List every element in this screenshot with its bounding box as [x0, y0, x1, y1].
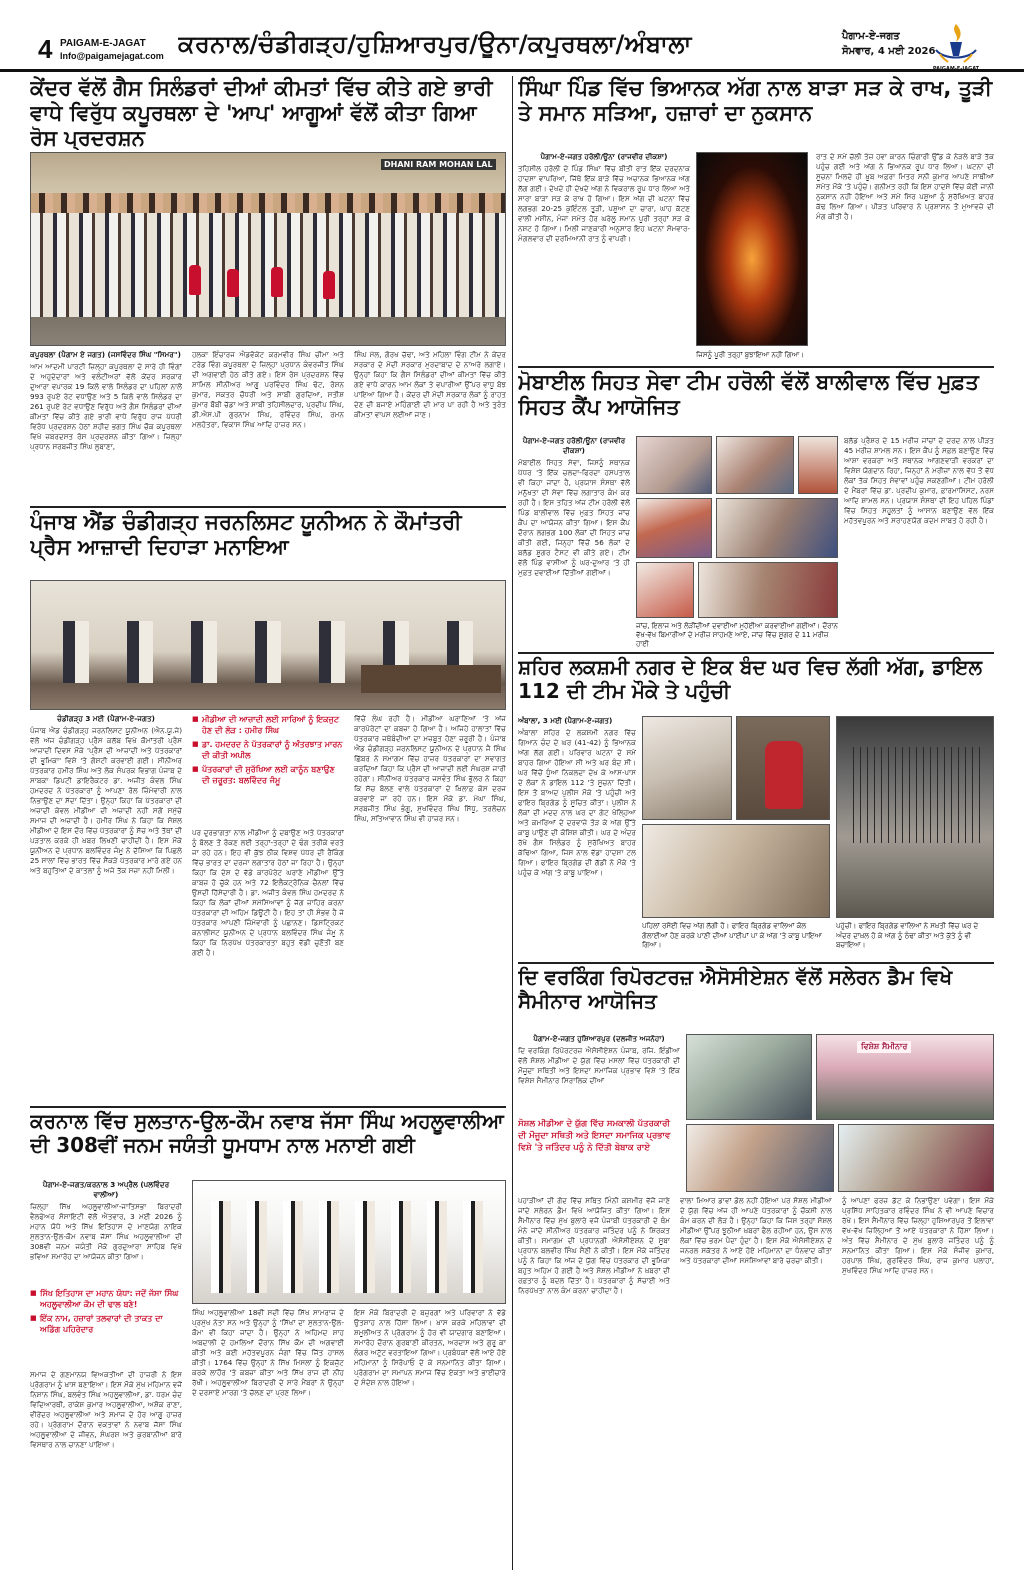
- seminar-highlight-box: ਸੋਸ਼ਲ ਮੀਡੀਆ ਦੇ ਯੁੱਗ ਵਿੱਚ ਸਮਕਾਲੀ ਪੱਤਰਕਾਰੀ ਦੀ ਮੌਜੂਦਾ ਸਥਿਤੀ ਅਤੇ ਇਸਦਾ ਸਮਾਜਿਕ ਪ੍ਰਭਾਵ ਵਿਸ਼ੇ 'ਤੇ ਜਤਿੰਦਰ ਪਨੂੰ ਨੇ ਦਿੱਤੀ ਬੇਬਾਕ ਰਾਏ: [518, 1119, 671, 1153]
- highlight-item: ■ ਡਾ. ਹਮਦਰਦ ਨੇ ਪੱਤਰਕਾਰਾਂ ਨੂੰ ਅੰਤਰਝਾਤ ਮਾਰਨ ਦੀ ਕੀਤੀ ਅਪੀਲ: [192, 739, 344, 761]
- health-camp-photo-2: [716, 436, 794, 494]
- seminar-headline: ਦਿ ਵਰਕਿੰਗ ਰਿਪੋਰਟਰਜ਼ ਐਸੋਸੀਏਸ਼ਨ ਵੱਲੋਂ ਸਲੇਰਨ ਡੈਮ ਵਿਖੇ ਸੈਮੀਨਾਰ ਆਯੋਜਿਤ: [518, 966, 953, 1013]
- shop-sign: DHANI RAM MOHAN LAL: [381, 159, 496, 170]
- highlight-item: ■ ਪੱਤਰਕਾਰਾਂ ਦੀ ਸੁਰੱਖਿਆ ਲਈ ਕਾਨੂੰਨ ਬਣਾਉਣ ਦੀ ਜ਼ਰੂਰਤ: ਬਲਵਿੰਦਰ ਜੰਮੂ: [192, 764, 344, 786]
- union-col-1: ਚੰਡੀਗੜ੍ਹ 3 ਮਈ (ਪੈਗਾਮ-ਏ-ਜਗਤ) ਪੰਜਾਬ ਐਂਡ ਚੰਡੀਗੜ੍ਹ ਜਰਨਲਿਸਟ ਯੂਨੀਅਨ (ਐਨ.ਯੂ.ਜੇ) ਵੱਲੋਂ ਅੱਜ ਚੰਡੀਗੜ੍ਹ ਪ੍ਰੈਸ ਕਲੱਬ ਵਿਖੇ ਕੌਮਾਂਤਰੀ ਪ੍ਰੈਸ ਆਜ਼ਾਦੀ ਦਿਵਸ ਮੌਕੇ 'ਪ੍ਰੈਸ ਦੀ ਆਜ਼ਾਦੀ ਅਤੇ ਪੱਤਰਕਾਰਾਂ ਦੀ ਭੂਮਿਕਾ' ਵਿਸ਼ੇ 'ਤੇ ਗੋਸ਼ਟੀ ਕਰਵਾਈ ਗਈ। ਸੀਨੀਅਰ ਪੱਤਰਕਾਰ ਹਮੀਰ ਸਿੰਘ ਅਤੇ ਲੋਕ ਸੰਪਰਕ ਵਿਭਾਗ ਪੰਜਾਬ ਦੇ ਸਾਬਕਾ ਡਿਪਟੀ ਡਾਇਰੈਕਟਰ ਡਾ. ਅਜੀਤ ਕੰਵਲ ਸਿੰਘ ਹਮਦਰਦ ਨੇ ਪੱਤਰਕਾਰਾਂ ਨੂੰ ਆਪਣਾ ਰੋਲ ਜ਼ਿੰਮੇਵਾਰੀ ਨਾਲ ਨਿਭਾਉਣ ਦਾ ਸੱਦਾ ਦਿੱਤਾ। ਉਨ੍ਹਾਂ ਕਿਹਾ ਕਿ ਪੱਤਰਕਾਰਾਂ ਦੀ ਅਜ਼ਾਦੀ ਕੇਵਲ ਮੀਡੀਆ ਦੀ ਅਜ਼ਾਦੀ ਨਹੀਂ ਸਗੋਂ ਸਮੁੱਚੇ ਸਮਾਜ ਦੀ ਅਜ਼ਾਦੀ ਹੈ। ਹਮੀਰ ਸਿੰਘ ਨੇ ਕਿਹਾ ਕਿ ਸੋਸ਼ਲ ਮੀਡੀਆ ਦੇ ਇਸ ਦੌਰ ਵਿੱਚ ਪੱਤਰਕਾਰਾਂ ਨੂੰ ਸੱਚ ਅਤੇ ਤੱਥਾਂ ਦੀ ਪੜਤਾਲ ਕਰਕੇ ਹੀ ਖ਼ਬਰ ਲਿਖਣੀ ਚਾਹੀਦੀ ਹੈ। ਇਸ ਮੌਕੇ ਯੂਨੀਅਨ ਦੇ ਪ੍ਰਧਾਨ ਬਲਵਿੰਦਰ ਜੰਮੂ ਨੇ ਦੱਸਿਆ ਕਿ ਪਿਛਲੇ 25 ਸਾਲਾਂ ਵਿੱਚ ਭਾਰਤ ਵਿੱਚ ਸੈਂਕੜੇ ਪੱਤਰਕਾਰ ਮਾਰੇ ਗਏ ਹਨ ਅਤੇ ਬਹੁਤਿਆਂ ਦੇ ਕਾਤਲਾਂ ਨੂੰ ਅਜੇ ਤੱਕ ਸਜ਼ਾ ਨਹੀਂ ਮਿਲੀ।: [30, 714, 182, 875]
- lakshmi-headline: ਸ਼ਹਿਰ ਲਕਸ਼ਮੀ ਨਗਰ ਦੇ ਇਕ ਬੰਦ ਘਰ ਵਿਚ ਲੱਗੀ ਅੱਗ, ਡਾਇਲ 112 ਦੀ ਟੀਮ ਮੌਕੇ ਤੇ ਪਹੁੰਚੀ: [518, 656, 983, 703]
- karnal-col-3: ਇਸ ਮੌਕੇ ਬਿਰਾਦਰੀ ਦੇ ਬਜ਼ੁਰਗਾਂ ਅਤੇ ਪਰਿਵਾਰਾਂ ਨੇ ਵੱਡੇ ਉਤਸ਼ਾਹ ਨਾਲ ਹਿੱਸਾ ਲਿਆ। ਖ਼ਾਸ ਕਰਕੇ ਮਹਿਲਾਵਾਂ ਦੀ ਸ਼ਮੂਲੀਅਤ ਨੇ ਪ੍ਰੋਗਰਾਮ ਨੂੰ ਹੋਰ ਵੀ ਯਾਦਗਾਰ ਬਣਾਇਆ। ਸਮਾਰੋਹ ਦੌਰਾਨ ਗੁਰਬਾਣੀ ਕੀਰਤਨ, ਅਰਦਾਸ ਅਤੇ ਗੁਰੂ ਕਾ ਲੰਗਰ ਅਟੁੱਟ ਵਰਤਾਇਆ ਗਿਆ। ਪ੍ਰਬੰਧਕਾਂ ਵੱਲੋਂ ਆਏ ਹੋਏ ਮਹਿਮਾਨਾਂ ਨੂੰ ਸਿਰੋਪਾਓ ਦੇ ਕੇ ਸਨਮਾਨਿਤ ਕੀਤਾ ਗਿਆ। ਪ੍ਰੋਗਰਾਮ ਦਾ ਸਮਾਪਨ ਸਮਾਜ ਵਿੱਚ ਏਕਤਾ ਅਤੇ ਭਾਈਚਾਰੇ ਦੇ ਸੰਦੇਸ਼ ਨਾਲ ਹੋਇਆ।: [354, 1308, 506, 1387]
- divider: [30, 1106, 506, 1108]
- mobile-col-1: ਪੈਗਾਮ-ਏ-ਜਗਤ ਹਰੋਲੀ/ਊਨਾ (ਰਾਜਵੀਰ ਦੀਕਸ਼ਾ) ਮੋਬਾਈਲ ਸਿਹਤ ਸੇਵਾ, ਜਿਸਨੂੰ ਸਥਾਨਕ ਪੱਧਰ 'ਤੇ ਇੱਕ ਚਲਦਾ-ਫਿਰਦਾ ਹਸਪਤਾਲ ਵੀ ਕਿਹਾ ਜਾਂਦਾ ਹੈ, ਪ੍ਰਯਾਸ ਸੰਸਥਾ ਵੱਲੋਂ ਮਨੁੱਖਤਾ ਦੀ ਸੇਵਾ ਵਿੱਚ ਲਗਾਤਾਰ ਕੰਮ ਕਰ ਰਹੀ ਹੈ। ਇਸ ਤਹਿਤ ਅੱਜ ਟੀਮ ਹਰੋਲੀ ਵੱਲੋਂ ਪਿੰਡ ਬਾਲੀਵਾਲ ਵਿੱਚ ਮੁਫ਼ਤ ਸਿਹਤ ਜਾਂਚ ਕੈਂਪ ਦਾ ਆਯੋਜਨ ਕੀਤਾ ਗਿਆ। ਇਸ ਕੈਂਪ ਦੌਰਾਨ ਲਗਭਗ 100 ਲੋਕਾਂ ਦੀ ਸਿਹਤ ਜਾਂਚ ਕੀਤੀ ਗਈ, ਜਿਨ੍ਹਾਂ ਵਿੱਚੋਂ 56 ਲੋਕਾਂ ਦੇ ਬਲੱਡ ਸ਼ੂਗਰ ਟੈਸਟ ਵੀ ਕੀਤੇ ਗਏ। ਟੀਮ ਵੱਲੋਂ ਪਿੰਡ ਵਾਸੀਆਂ ਨੂੰ ਘਰ-ਦੁਆਰ 'ਤੇ ਹੀ ਮੁਫ਼ਤ ਦਵਾਈਆਂ ਦਿੱਤੀਆਂ ਗਈਆਂ।: [518, 436, 630, 577]
- karnal-col-1: ਸਮਾਜ ਦੇ ਗਣਮਾਨਯ ਵਿਅਕਤੀਆਂ ਦੀ ਹਾਜ਼ਰੀ ਨੇ ਇਸ ਪ੍ਰੋਗਰਾਮ ਨੂੰ ਖ਼ਾਸ ਬਣਾਇਆ। ਇਸ ਮੌਕੇ ਮੁੱਖ ਮਹਿਮਾਨ ਵਜੋਂ ਨਿਸ਼ਾਨ ਸਿੰਘ, ਬਲਵੰਤ ਸਿੰਘ ਅਹਲੂਵਾਲੀਆ, ਡਾ. ਧਰਮ ਚੰਦ ਵਿਦਿਆਰਥੀ, ਰਾਕੇਸ਼ ਕੁਮਾਰ ਅਹਲੂਵਾਲੀਆ, ਅਸ਼ੋਕ ਰਾਣਾ, ਵੀਰੇਂਦਰ ਅਹਲੂਵਾਲੀਆ ਅਤੇ ਸਮਾਜ ਦੇ ਹੋਰ ਆਗੂ ਹਾਜ਼ਰ ਰਹੇ। ਪ੍ਰੋਗਰਾਮ ਦੌਰਾਨ ਵਕਤਾਵਾਂ ਨੇ ਨਵਾਬ ਜੱਸਾ ਸਿੰਘ ਅਹਲੂਵਾਲੀਆ ਦੇ ਜੀਵਨ, ਸੰਘਰਸ਼ ਅਤੇ ਕੁਰਬਾਨੀਆਂ ਬਾਰੇ ਵਿਸਥਾਰ ਨਾਲ ਚਾਨਣਾ ਪਾਇਆ।: [30, 1370, 182, 1449]
- email: Info@paigamejagat.com: [60, 51, 164, 61]
- logo-text: PAIGAM-E-JAGAT: [932, 66, 980, 72]
- health-camp-photo-3: [798, 436, 838, 494]
- health-camp-photo-4: [636, 498, 712, 558]
- divider: [518, 366, 994, 368]
- city-list: ਕਰਨਾਲ/ਚੰਡੀਗੜ੍ਹ/ਹੁਸ਼ਿਆਰਪੁਰ/ਊਨਾ/ਕਪੂਰਥਲਾ/ਅੰਬਾਲਾ: [178, 30, 692, 58]
- mobile-col-2: ਬਲੱਡ ਪ੍ਰੈਸ਼ਰ ਦੇ 15 ਮਰੀਜ਼ ਜਾਂਚਾਂ ਦੇ ਦਰਦ ਨਾਲ ਪੀੜਤ 45 ਮਰੀਜ਼ ਸ਼ਾਮਲ ਸਨ। ਇਸ ਕੈਂਪ ਨੂੰ ਸਫ਼ਲ ਬਣਾਉਣ ਵਿੱਚ ਆਸ਼ਾ ਵਰਕਰਾਂ ਅਤੇ ਸਥਾਨਕ ਆਂਗਣਵਾੜੀ ਵਰਕਰਾਂ ਦਾ ਵਿਸ਼ੇਸ਼ ਯੋਗਦਾਨ ਰਿਹਾ, ਜਿਨ੍ਹਾਂ ਨੇ ਮਰੀਜ਼ਾਂ ਨਾਲ ਵੱਧ ਤੋਂ ਵੱਧ ਲੋਕਾਂ ਤੱਕ ਸਿਹਤ ਸੇਵਾਵਾਂ ਪਹੁੰਚ ਸਕਣਗੀਆਂ। ਟੀਮ ਹਰੋਲੀ ਦੇ ਮੈਂਬਰਾਂ ਵਿੱਚ ਡਾ. ਪ੍ਰਦੀਪ ਕੁਮਾਰ, ਫ਼ਾਰਮਾਸਿਸਟ, ਨਰਸ ਆਦਿ ਸ਼ਾਮਲ ਸਨ। ਪ੍ਰਯਾਸ ਸੰਸਥਾ ਦੀ ਇਹ ਪਹਿਲ ਪਿੰਡਾਂ ਵਿੱਚ ਸਿਹਤ ਸਹੂਲਤਾਂ ਨੂੰ ਆਸਾਨ ਬਣਾਉਣ ਵੱਲ ਇੱਕ ਮਹੱਤਵਪੂਰਨ ਅਤੇ ਸਰਾਹਣਯੋਗ ਕਦਮ ਸਾਬਤ ਹੋ ਰਹੀ ਹੈ।: [844, 436, 994, 525]
- seminar-group-photo-1: [686, 1124, 834, 1192]
- cylinder: [189, 265, 201, 295]
- gas-headline: ਕੇਂਦਰ ਵੱਲੋਂ ਗੈਸ ਸਿਲੰਡਰਾਂ ਦੀਆਂ ਕੀਮਤਾਂ ਵਿੱਚ ਕੀਤੇ ਗਏ ਭਾਰੀ ਵਾਧੇ ਵਿਰੁੱਧ ਕਪੂਰਥਲਾ ਦੇ 'ਆਪ' ਆਗੂਆਂ ਵੱਲੋਂ ਕੀਤਾ ਗਿਆ ਰੋਸ ਪ੍ਰਦਰਸ਼ਨ: [30, 76, 493, 150]
- smoke-room-photo: [642, 716, 732, 820]
- highlight-item: ■ ਇੱਕ ਨਾਮ, ਹਜ਼ਾਰਾਂ ਤਲਵਾਰਾਂ ਦੀ ਤਾਕਤ ਦਾ ਅਡਿੱਗ ਪਹਿਰੇਦਾਰ: [30, 1313, 182, 1335]
- karnal-intro: ਪੈਗਾਮ-ਏ-ਜਗਤ/ਕਰਨਾਲ 3 ਅਪ੍ਰੈਲ (ਪਲਵਿੰਦਰ ਵਾਲੀਆ) ਜ਼ਿਲ੍ਹਾ ਸਿੱਖ ਅਹਲੂਵਾਲੀਆ-ਜਾਤਿਸਭਾ ਬਿਰਾਦਰੀ ਵੈਲਫੇਅਰ ਸੋਸਾਇਟੀ ਵੱਲੋਂ ਐਤਵਾਰ, 3 ਮਈ 2026 ਨੂੰ ਮਹਾਨ ਯੋਧੇ ਅਤੇ ਸਿੱਖ ਇਤਿਹਾਸ ਦੇ ਮਾਣਯੋਗ ਨਾਇਕ ਸੁਲਤਾਨ-ਉਲ-ਕੌਮ ਨਵਾਬ ਜੱਸਾ ਸਿੰਘ ਅਹਲੂਵਾਲੀਆ ਦੀ 308ਵੀਂ ਜਨਮ ਜਯੰਤੀ ਮੌਕੇ ਗੁਰਦੁਆਰਾ ਸਾਹਿਬ ਵਿਖੇ ਭਵਿਆ ਸਮਾਰੋਹ ਦਾ ਆਯੋਜਨ ਕੀਤਾ ਗਿਆ।: [30, 1180, 182, 1261]
- seminar-banner-text: ਵਿਸ਼ੇਸ਼ ਸੈਮੀਨਾਰ: [857, 1041, 911, 1053]
- gas-col-3: ਸਿੰਘ ਮੱਲ, ਗੋਰਖ ਚੱਢਾ, ਅਤੇ ਮਹਿਲਾ ਵਿੰਗ ਟੀਮ ਨੇ ਕੇਂਦਰ ਸਰਕਾਰ ਦੇ ਮੋਦੀ ਸਰਕਾਰ ਮੁਰਦਾਬਾਦ ਦੇ ਨਾਅਰੇ ਲਗਾਏ। ਉਨ੍ਹਾਂ ਕਿਹਾ ਕਿ ਗੈਸ ਸਿਲੰਡਰਾਂ ਦੀਆਂ ਕੀਮਤਾਂ ਵਿੱਚ ਕੀਤੇ ਗਏ ਵਾਧੇ ਕਾਰਨ ਆਮ ਲੋਕਾਂ ਤੇ ਵਪਾਰੀਆਂ ਉੱਪਰ ਵਾਧੂ ਬੋਝ ਪਾਇਆ ਗਿਆ ਹੈ। ਕੇਂਦਰ ਦੀ ਮੋਦੀ ਸਰਕਾਰ ਲੋਕਾਂ ਨੂੰ ਰਾਹਤ ਦੇਣ ਦੀ ਬਜਾਏ ਮਹਿੰਗਾਈ ਦੀ ਮਾਰ ਪਾ ਰਹੀ ਹੈ ਅਤੇ ਤੁਰੰਤ ਕੀਮਤਾਂ ਵਾਪਸ ਲਈਆਂ ਜਾਣ।: [354, 350, 506, 419]
- seminar-intro: ਪੈਗਾਮ-ਏ-ਜਗਤ ਹੁਸ਼ਿਆਰਪੁਰ (ਦਲਜੀਤ ਅਜਨੋਹਾ) ਦਿ ਵਰਕਿੰਗ ਰਿਪੋਰਟਰਜ਼ ਐਸੋਸੀਏਸ਼ਨ ਪੰਜਾਬ, ਰਜਿ. ਇੰਡੀਆ ਵੱਲੋਂ ਸੋਸ਼ਲ ਮੀਡੀਆ ਦੇ ਯੁੱਗ ਵਿੱਚ ਮਸਲਾਂ ਵਿੱਚ ਪੱਤਰਕਾਰੀ ਦੀ ਮੌਜੂਦਾ ਸਥਿਤੀ ਅਤੇ ਇਸਦਾ ਸਮਾਜਿਕ ਪ੍ਰਭਾਵ ਵਿਸ਼ੇ 'ਤੇ ਇੱਕ ਵਿਸ਼ੇਸ਼ ਸੈਮੀਨਾਰ ਸਿਰਾਲਿਕ ਦੀਆਂ: [518, 1034, 680, 1085]
- masthead: [0, 0, 1024, 72]
- gas-cylinder-photo: [736, 716, 830, 820]
- brand-name: ਪੈਗਾਮ-ਏ-ਜਗਤ: [842, 31, 900, 42]
- fire-col-2: ਰਾਤ ਦੇ ਸਮੇਂ ਚੱਲੀ ਤੇਜ਼ ਹਵਾ ਕਾਰਨ ਚਿੰਗਾਰੀ ਉੱਡ ਕੇ ਨੇੜਲੇ ਬਾੜੇ ਤੱਕ ਪਹੁੰਚ ਗਈ ਅਤੇ ਅੱਗ ਨੇ ਭਿਆਨਕ ਰੂਪ ਧਾਰ ਲਿਆ। ਘਟਨਾ ਦੀ ਸੂਚਨਾ ਮਿਲਦੇ ਹੀ ਖ਼ੂਬ ਅਫ਼ਰਾ ਮਿਤਰ ਸਨੀ ਕੁਮਾਰ ਆਪਣੇ ਸਾਥੀਆਂ ਸਮੇਤ ਮੌਕੇ 'ਤੇ ਪਹੁੰਚੇ। ਗਨੀਮਤ ਰਹੀ ਕਿ ਇਸ ਹਾਦਸੇ ਵਿੱਚ ਕੋਈ ਜਾਨੀ ਨੁਕਸਾਨ ਨਹੀਂ ਹੋਇਆ ਅਤੇ ਸਮੇਂ ਸਿਰ ਪਸ਼ੂਆਂ ਨੂੰ ਸੁਰੱਖਿਅਤ ਬਾਹਰ ਕੱਢ ਲਿਆ ਗਿਆ। ਪੀੜਤ ਪਰਿਵਾਰ ਨੇ ਪ੍ਰਸ਼ਾਸਨ ਤੋਂ ਮੁਆਵਜ਼ੇ ਦੀ ਮੰਗ ਕੀਤੀ ਹੈ।: [816, 152, 994, 221]
- divider: [518, 962, 994, 964]
- health-camp-photo-1: [636, 436, 712, 494]
- mobile-caption: ਜਾਂਚ, ਇਲਾਜ ਅਤੇ ਲੋੜੀਂਦੀਆਂ ਦਵਾਈਆਂ ਮੁਹੱਈਆ ਕਰਵਾਈਆਂ ਗਈਆਂ। ਦੌਰਾਨ ਵੱਖ-ਵੱਖ ਬਿਮਾਰੀਆਂ ਦੇ ਮਰੀਜ਼ ਸਾਹਮਣੇ ਆਏ, ਜਾਂਚ ਵਿੱਚ ਸ਼ੂਗਰ ਦੇ 11 ਮਰੀਜ਼ ਹਾਈ: [636, 622, 838, 648]
- issue-date: ਸੋਮਵਾਰ, 4 ਮਈ 2026: [842, 46, 936, 57]
- page-number: 4: [38, 34, 53, 64]
- health-camp-photo-7: [698, 562, 838, 618]
- union-meeting-photo: [30, 580, 506, 710]
- karnal-headline: ਕਰਨਾਲ ਵਿੱਚ ਸੁਲਤਾਨ-ਉਲ-ਕੌਮ ਨਵਾਬ ਜੱਸਾ ਸਿੰਘ ਅਹਲੂਵਾਲੀਆ ਦੀ 308ਵੀਂ ਜਨਮ ਜਯੰਤੀ ਧੂਮਧਾਮ ਨਾਲ ਮਨਾਈ ਗਈ: [30, 1110, 504, 1157]
- divider: [518, 652, 994, 654]
- union-highlight-box: [192, 714, 344, 824]
- divider: [30, 506, 506, 508]
- mobile-headline: ਮੋਬਾਈਲ ਸਿਹਤ ਸੇਵਾ ਟੀਮ ਹਰੋਲੀ ਵੱਲੋਂ ਬਾਲੀਵਾਲ ਵਿੱਚ ਮੁਫ਼ਤ ਸਿਹਤ ਕੈਂਪ ਆਯੋਜਿਤ: [518, 370, 979, 419]
- gas-col-2: ਹਲਕਾ ਇੰਚਾਰਜ ਐਡਵੋਕੇਟ ਕਰਮਵੀਰ ਸਿੰਘ ਚੀਮਾ ਅਤੇ ਟਰੇਡ ਵਿੰਗ ਕਪੂਰਥਲਾ ਦੇ ਜ਼ਿਲ੍ਹਾ ਪ੍ਰਧਾਨ ਕੰਵਰਜੀਤ ਸਿੰਘ ਦੀ ਅਗਵਾਈ ਹੇਠ ਕੀਤੇ ਗਏ। ਇਸ ਰੋਸ ਪ੍ਰਦਰਸ਼ਨ ਵਿੱਚ ਸ਼ਾਮਿਲ ਸੀਨੀਅਰ ਆਗੂ ਪਰਵਿੰਦਰ ਸਿੰਘ ਢੋਟ, ਰੋਸ਼ਨ ਕੁਮਾਰ, ਸਕਤਰ ਚੌਧਰੀ ਅਤੇ ਸਾਬੀ ਗੁਰਦਿਆ, ਸਤੀਸ਼ ਕੁਮਾਰ ਬੌਬੀ ਚੱਡਾ ਅਤੇ ਸਾਬੀ ਤਹਿਸੀਲਦਾਰ, ਪ੍ਰਦੀਪ ਸਿੰਘ, ਡੀ.ਐਸ.ਪੀ ਗੁਰਨਾਮ ਸਿੰਘ, ਰਵਿੰਦਰ ਸਿੰਘ, ਰਮਨ ਮਲਹੋਤਰਾ, ਵਿਕਾਸ ਸਿੰਘ ਆਦਿ ਹਾਜ਼ਰ ਸਨ।: [192, 350, 344, 429]
- seminar-col-1: ਪਹਾੜੀਆਂ ਦੀ ਗੋਦ ਵਿੱਚ ਸਥਿਤ ਮਿੰਨੀ ਕਸ਼ਮੀਰ ਵੱਜੋਂ ਜਾਣੇ ਜਾਂਦੇ ਸਲੇਰਨ ਡੈਮ ਵਿਖੇ ਆਯੋਜਿਤ ਕੀਤਾ ਗਿਆ। ਇਸ ਸੈਮੀਨਾਰ ਵਿੱਚ ਮੁੱਖ ਬੁਲਾਰੇ ਵਜੋਂ ਪੰਜਾਬੀ ਪੱਤਰਕਾਰੀ ਦੇ ਥੰਮ ਮੰਨੇ ਜਾਂਦੇ ਸੀਨੀਅਰ ਪੱਤਰਕਾਰ ਜਤਿੰਦਰ ਪਨੂੰ ਨੇ ਸ਼ਿਰਕਤ ਕੀਤੀ। ਸਮਾਗਮ ਦੀ ਪ੍ਰਧਾਨਗੀ ਐਸੋਸੀਏਸ਼ਨ ਦੇ ਸੂਬਾ ਪ੍ਰਧਾਨ ਬਲਵੀਰ ਸਿੰਘ ਸੈਣੀ ਨੇ ਕੀਤੀ। ਇਸ ਮੌਕੇ ਜਤਿੰਦਰ ਪਨੂੰ ਨੇ ਕਿਹਾ ਕਿ ਅੱਜ ਦੇ ਯੁੱਗ ਵਿੱਚ ਪੱਤਰਕਾਰ ਦੀ ਭੂਮਿਕਾ ਬਹੁਤ ਅਹਿਮ ਹੋ ਗਈ ਹੈ ਅਤੇ ਸੋਸ਼ਲ ਮੀਡੀਆ ਨੇ ਖ਼ਬਰਾਂ ਦੀ ਰਫ਼ਤਾਰ ਨੂੰ ਬਦਲ ਦਿੱਤਾ ਹੈ। ਪੱਤਰਕਾਰਾਂ ਨੂੰ ਸੱਚਾਈ ਅਤੇ ਨਿਰਪੱਖਤਾ ਨਾਲ ਕੰਮ ਕਰਨਾ ਚਾਹੀਦਾ ਹੈ।: [518, 1196, 670, 1295]
- rescued-dog-photo: [836, 716, 994, 918]
- cylinder: [323, 271, 335, 299]
- seminar-group-photo-2: [838, 1124, 994, 1192]
- fire-headline: ਸਿੰਘਾ ਪਿੰਡ ਵਿੱਚ ਭਿਆਨਕ ਅੱਗ ਨਾਲ ਬਾੜਾ ਸੜ ਕੇ ਰਾਖ, ਤੂੜੀ ਤੇ ਸਮਾਨ ਸੜਿਆ, ਹਜ਼ਾਰਾਂ ਦਾ ਨੁਕਸਾਨ: [518, 76, 993, 125]
- seminar-col-3: ਨੂੰ ਆਪਣਾ ਫਰਜ਼ ਡੱਟ ਕੇ ਨਿਭਾਉਣਾ ਪਵੇਗਾ। ਇਸ ਮੌਕੇ ਪ੍ਰਸਿੱਧ ਸਾਹਿਤਕਾਰ ਰਵਿੰਦਰ ਸਿੰਘ ਨੇ ਵੀ ਆਪਣੇ ਵਿਚਾਰ ਰੱਖੇ। ਇਸ ਸੈਮੀਨਾਰ ਵਿੱਚ ਜ਼ਿਲ੍ਹਾ ਹੁਸ਼ਿਆਰਪੁਰ ਤੋਂ ਇਲਾਵਾ ਵੱਖ-ਵੱਖ ਜ਼ਿਲ੍ਹਿਆਂ ਤੋਂ ਆਏ ਪੱਤਰਕਾਰਾਂ ਨੇ ਹਿੱਸਾ ਲਿਆ। ਅੰਤ ਵਿੱਚ ਸੈਮੀਨਾਰ ਦੇ ਮੁੱਖ ਬੁਲਾਰੇ ਜਤਿੰਦਰ ਪਨੂੰ ਨੂੰ ਸਨਮਾਨਿਤ ਕੀਤਾ ਗਿਆ। ਇਸ ਮੌਕੇ ਸੰਜੀਵ ਕੁਮਾਰ, ਹਰਪਾਲ ਸਿੰਘ, ਗੁਰਵਿੰਦਰ ਸਿੰਘ, ਰਾਜ ਕੁਮਾਰ ਪਲਾਹਾ, ਸੁਖਵਿੰਦਰ ਸਿੰਘ ਆਦਿ ਹਾਜ਼ਰ ਸਨ।: [842, 1196, 994, 1275]
- fire-caption: ਜਿਸਨੂੰ ਪੂਰੀ ਤਰ੍ਹਾਂ ਬੁਝਾਇਆ ਨਹੀਂ ਗਿਆ।: [696, 351, 804, 359]
- lakshmi-caption-2: ਪਹੁੰਚੀ। ਫਾਇਰ ਬ੍ਰਿਗੇਡ ਵਾਲਿਆਂ ਨੇ ਸਖ਼ਤੀ ਵਿੱਚ ਘਰ ਦੇ ਅੰਦਰ ਦਾਖ਼ਲ ਹੋ ਕੇ ਅੱਗ ਨੂੰ ਠੰਢਾ ਕੀਤਾ ਅਤੇ ਕੁੱਤੇ ਨੂੰ ਵੀ ਬਚਾਇਆ।: [836, 922, 979, 949]
- gas-protest-photo: [30, 152, 506, 346]
- torch-logo: [930, 20, 982, 72]
- lakshmi-caption-1: ਪਹਿਲਾਂ ਰਸੋਈ ਵਿਚ ਅੱਗ ਲੱਗੀ ਹੈ। ਫਾਇਰ ਬ੍ਰਿਗੇਡ ਵਾਲਿਆਂ ਕੋਲ ਗੋਲਾਈਆਂ ਹੋਣ ਕਰਕੇ ਪਾਣੀ ਦੀਆਂ ਪਾਈਪਾਂ ਪਾ ਕੇ ਅੱਗ 'ਤੇ ਕਾਬੂ ਪਾਇਆ ਗਿਆ।: [642, 922, 822, 949]
- highlight-item: ■ ਮੀਡੀਆ ਦੀ ਆਜ਼ਾਦੀ ਲਈ ਸਾਰਿਆਂ ਨੂੰ ਇਕਜੁਟ ਹੋਣ ਦੀ ਲੋੜ : ਹਮੀਰ ਸਿੰਘ: [192, 714, 344, 736]
- fire-col-1: ਪੈਗਾਮ-ਏ-ਜਗਤ ਹਰੋਲੀ/ਊਨਾ (ਰਾਜਵੀਰ ਦੀਕਸ਼ਾ) ਤਹਿਸੀਲ ਹਰੋਲੀ ਦੇ ਪਿੰਡ ਸਿੰਘਾ ਵਿੱਚ ਬੀਤੀ ਰਾਤ ਇੱਕ ਦਰਦਨਾਕ ਹਾਦਸਾ ਵਾਪਰਿਆ, ਜਿੱਥੇ ਇੱਕ ਬਾੜੇ ਵਿੱਚ ਅਚਾਨਕ ਭਿਆਨਕ ਅੱਗ ਲੱਗ ਗਈ। ਦੇਖਦੇ ਹੀ ਦੇਖਦੇ ਅੱਗ ਨੇ ਵਿਕਰਾਲ ਰੂਪ ਧਾਰ ਲਿਆ ਅਤੇ ਸਾਰਾ ਬਾੜਾ ਸੜ ਕੇ ਰਾਖ ਹੋ ਗਿਆ। ਇਸ ਅੱਗ ਦੀ ਘਟਨਾ ਵਿੱਚ ਲਗਭਗ 20-25 ਕੁਇੰਟਲ ਤੂੜੀ, ਪਸ਼ੂਆਂ ਦਾ ਚਾਰਾ, ਘਾਹ ਕੱਟਣ ਵਾਲੀ ਮਸ਼ੀਨ, ਮੰਜਾ ਸਮੇਤ ਹੋਰ ਘਰੇਲੂ ਸਮਾਨ ਪੂਰੀ ਤਰ੍ਹਾਂ ਸੜ ਕੇ ਨਸ਼ਟ ਹੋ ਗਿਆ। ਮਿਲੀ ਜਾਣਕਾਰੀ ਅਨੁਸਾਰ ਇਹ ਘਟਨਾ ਸੋਮਵਾਰ-ਮੰਗਲਵਾਰ ਦੀ ਦਰਮਿਆਨੀ ਰਾਤ ਨੂੰ ਵਾਪਰੀ।: [518, 152, 690, 243]
- seminar-banner-photo: [816, 1034, 994, 1120]
- karnal-highlight-box: [30, 1288, 182, 1366]
- gas-col-1: ਕਪੂਰਥਲਾ (ਪੈਗਾਮ ਏ ਜਗਤ) (ਜਸਵਿੰਦਰ ਸਿੰਘ "ਸਿਮਰ") ਆਮ ਆਦਮੀ ਪਾਰਟੀ ਜ਼ਿਲ੍ਹਾ ਕਪੂਰਥਲਾ ਦੇ ਸਾਰੇ ਹੀ ਵਿੰਗਾਂ ਦੇ ਅਹੁਦੇਦਾਰਾਂ ਅਤੇ ਵਲੰਟੀਅਰਾਂ ਵੱਲੋਂ ਕੇਂਦਰ ਸਰਕਾਰ ਦੁਆਰਾ ਵਪਾਰਕ 19 ਕਿਲੋ ਵਾਲੇ ਸਿਲੰਡਰ ਦਾ ਪਹਿਲਾਂ ਨਾਲੋਂ 993 ਰੁਪਏ ਰੇਟ ਵਧਾਉਣ ਅਤੇ 5 ਕਿਲੋ ਵਾਲੇ ਸਿਲੰਡਰ ਦਾ 261 ਰੁਪਏ ਰੇਟ ਵਧਾਉਣ ਵਿਰੁੱਧ ਅਤੇ ਗੈਸ ਸਿਲੰਡਰਾਂ ਦੀਆਂ ਕੀਮਤਾਂ ਵਿੱਚ ਕੀਤੇ ਗਏ ਭਾਰੀ ਵਾਧੇ ਵਿਰੁੱਧ ਰਾਜ ਪੱਧਰੀ ਵਿਰੋਧ ਪ੍ਰਦਰਸ਼ਨ ਹੇਠਾਂ ਸ਼ਹੀਦ ਭਗਤ ਸਿੰਘ ਚੌਕ ਕਪੂਰਥਲਾ ਵਿਖੇ ਜ਼ਬਰਦਸਤ ਰੋਸ ਪ੍ਰਦਰਸ਼ਨ ਕੀਤਾ ਗਿਆ। ਜ਼ਿਲ੍ਹਾ ਪ੍ਰਧਾਨ ਸਰਬਜੀਤ ਸਿੰਘ ਲੁਬਾਣਾ,: [30, 350, 182, 451]
- paper-name: PAIGAM-E-JAGAT: [60, 38, 146, 49]
- karnal-col-2: ਸਿੰਘ ਅਹਲੂਵਾਲੀਆ 18ਵੀਂ ਸਦੀ ਵਿੱਚ ਸਿੱਖ ਸਾਮਰਾਜ ਦੇ ਪ੍ਰਮੁੱਖ ਨੇਤਾ ਸਨ ਅਤੇ ਉਨ੍ਹਾਂ ਨੂੰ 'ਸਿੱਖਾਂ ਦਾ ਸੁਲਤਾਨ-ਉਲ-ਕੌਮ' ਵੀ ਕਿਹਾ ਜਾਂਦਾ ਹੈ। ਉਨ੍ਹਾਂ ਨੇ ਅਹਿਮਦ ਸ਼ਾਹ ਅਬਦਾਲੀ ਦੇ ਹਮਲਿਆਂ ਦੌਰਾਨ ਸਿੱਖ ਕੌਮ ਦੀ ਅਗਵਾਈ ਕੀਤੀ ਅਤੇ ਕਈ ਮਹੱਤਵਪੂਰਨ ਜੰਗਾਂ ਵਿੱਚ ਜਿੱਤ ਹਾਸਲ ਕੀਤੀ। 1764 ਵਿੱਚ ਉਨ੍ਹਾਂ ਨੇ ਸਿੱਖ ਮਿਸਲਾਂ ਨੂੰ ਇਕਜੁੱਟ ਕਰਕੇ ਲਾਹੌਰ 'ਤੇ ਕਬਜ਼ਾ ਕੀਤਾ ਅਤੇ ਸਿੱਖ ਰਾਜ ਦੀ ਨੀਂਹ ਰੱਖੀ। ਅਹਲੂਵਾਲੀਆ ਬਿਰਾਦਰੀ ਦੇ ਸਾਰੇ ਮੈਂਬਰਾਂ ਨੇ ਉਨ੍ਹਾਂ ਦੇ ਦਰਸਾਏ ਮਾਰਗ 'ਤੇ ਚੱਲਣ ਦਾ ਪ੍ਰਣ ਲਿਆ।: [192, 1308, 344, 1397]
- highlight-item: ■ ਸਿੱਖ ਇਤਿਹਾਸ ਦਾ ਮਹਾਨ ਯੋਧਾ: ਜਦੋਂ ਜੱਸਾ ਸਿੰਘ ਅਹਲੂਵਾਲੀਆ ਕੌਮ ਦੀ ਢਾਲ ਬਣੇ!: [30, 1288, 182, 1310]
- cylinder: [271, 267, 283, 297]
- seminar-col-2: ਵਾਲਾ ਮਿਆਰ ਡਾਵਾਂ ਡੋਲ ਨਹੀਂ ਹੋਇਆ ਪਰ ਸੋਸ਼ਲ ਮੀਡੀਆ ਦੇ ਯੁੱਗ ਵਿੱਚ ਅੱਜ ਹੀ ਆਪਣੇ ਪੱਤਰਕਾਰਾਂ ਨੂੰ ਚੌਕਸੀ ਨਾਲ ਕੰਮ ਕਰਨ ਦੀ ਲੋੜ ਹੈ। ਉਨ੍ਹਾਂ ਕਿਹਾ ਕਿ ਜਿਸ ਤਰ੍ਹਾਂ ਸੋਸ਼ਲ ਮੀਡੀਆ ਉੱਪਰ ਝੂਠੀਆਂ ਖ਼ਬਰਾਂ ਫੈਲ ਰਹੀਆਂ ਹਨ, ਉਸ ਨਾਲ ਲੋਕਾਂ ਵਿੱਚ ਭਰਮ ਪੈਦਾ ਹੁੰਦਾ ਹੈ। ਇਸ ਮੌਕੇ ਐਸੋਸੀਏਸ਼ਨ ਦੇ ਜਨਰਲ ਸਕੱਤਰ ਨੇ ਆਏ ਹੋਏ ਮਹਿਮਾਨਾਂ ਦਾ ਧੰਨਵਾਦ ਕੀਤਾ ਅਤੇ ਪੱਤਰਕਾਰਾਂ ਦੀਆਂ ਸਮੱਸਿਆਵਾਂ ਬਾਰੇ ਚਰਚਾ ਕੀਤੀ।: [680, 1196, 832, 1265]
- seminar-speaker-photo: [686, 1034, 812, 1120]
- karnal-group-photo: [192, 1180, 506, 1304]
- union-col-3: ਵਿੱਚੋਂ ਲੰਘ ਰਹੀ ਹੈ। ਮੀਡੀਆ ਘਰਾਣਿਆਂ 'ਤੇ ਅੱਜ ਕਾਰਪੋਰੇਟਾਂ ਦਾ ਕਬਜ਼ਾ ਹੋ ਗਿਆ ਹੈ। ਅਜਿਹੇ ਹਾਲਾਤਾਂ ਵਿੱਚ ਪੱਤਰਕਾਰ ਜਥੇਬੰਦੀਆਂ ਦਾ ਮਜ਼ਬੂਤ ਹੋਣਾ ਜ਼ਰੂਰੀ ਹੈ। ਪੰਜਾਬ ਐਂਡ ਚੰਡੀਗੜ੍ਹ ਜਰਨਲਿਸਟ ਯੂਨੀਅਨ ਦੇ ਪ੍ਰਧਾਨ ਜੈ ਸਿੰਘ ਛਿੱਬਰ ਨੇ ਸਮਾਗਮ ਵਿੱਚ ਹਾਜ਼ਰ ਪੱਤਰਕਾਰਾਂ ਦਾ ਸਵਾਗਤ ਕਰਦਿਆਂ ਕਿਹਾ ਕਿ ਪ੍ਰੈਸ ਦੀ ਆਜ਼ਾਦੀ ਲਈ ਸੰਘਰਸ਼ ਜਾਰੀ ਰਹੇਗਾ। ਸੀਨੀਅਰ ਪੱਤਰਕਾਰ ਜਸਵੰਤ ਸਿੰਘ ਭੁੱਲਰ ਨੇ ਕਿਹਾ ਕਿ ਸੱਚ ਬੋਲਣ ਵਾਲੇ ਪੱਤਰਕਾਰਾਂ ਦੇ ਖ਼ਿਲਾਫ਼ ਕੇਸ ਦਰਜ ਕਰਵਾਏ ਜਾ ਰਹੇ ਹਨ। ਇਸ ਮੌਕੇ ਡਾ. ਮੇਘਾ ਸਿੰਘ, ਸਰਬਜੀਤ ਸਿੰਘ ਭੰਗੂ, ਸੁਖਵਿੰਦਰ ਸਿੰਘ ਸਿੱਧੂ, ਤਰਲੋਚਨ ਸਿੰਘ, ਸਤਿਆਵਾਨ ਸਿੰਘ ਵੀ ਹਾਜ਼ਰ ਸਨ।: [354, 714, 506, 823]
- union-headline: ਪੰਜਾਬ ਐਂਡ ਚੰਡੀਗੜ੍ਹ ਜਰਨਲਿਸਟ ਯੂਨੀਅਨ ਨੇ ਕੌਮਾਂਤਰੀ ਪ੍ਰੈਸ ਆਜ਼ਾਦੀ ਦਿਹਾੜਾ ਮਨਾਇਆ: [30, 510, 462, 559]
- health-camp-photo-6: [636, 562, 694, 618]
- cylinder: [227, 269, 239, 297]
- health-camp-photo-5: [716, 498, 838, 558]
- police-photo: [642, 824, 830, 918]
- union-col-2: ਪਰ ਦੁਰਭਾਗਤਾ ਨਾਲ ਮੀਡੀਆ ਨੂੰ ਦਬਾਉਣ ਅਤੇ ਪੱਤਰਕਾਰਾਂ ਨੂੰ ਬੋਲਣ ਤੋਂ ਰੋਕਣ ਲਈ ਤਰ੍ਹਾਂ-ਤਰ੍ਹਾਂ ਦੇ ਢੰਗ ਤਰੀਕੇ ਵਰਤੇ ਜਾ ਰਹੇ ਹਨ। ਇਹ ਵੀ ਕੁੱਝ ਠੀਕ ਵਿਸ਼ਵ ਪੱਧਰ ਦੀ ਰੈਂਕਿੰਗ ਵਿੱਚ ਭਾਰਤ ਦਾ ਦਰਜਾ ਲਗਾਤਾਰ ਹੇਠਾਂ ਜਾ ਰਿਹਾ ਹੈ। ਉਨ੍ਹਾਂ ਕਿਹਾ ਕਿ ਦੇਸ਼ ਦੇ ਵੱਡੇ ਕਾਰਪੋਰੇਟ ਘਰਾਣੇ ਮੀਡੀਆ ਉੱਤੇ ਕਾਬਜ਼ ਹੋ ਚੁੱਕੇ ਹਨ ਅਤੇ 72 ਇਲੈਕਟ੍ਰੋਨਿਕ ਚੈਨਲਾਂ ਵਿੱਚ ਉਸਦੀ ਹਿੱਸੇਦਾਰੀ ਹੈ। ਡਾ. ਅਜੀਤ ਕੰਵਲ ਸਿੰਘ ਹਮਦਰਦ ਨੇ ਕਿਹਾ ਕਿ ਲੋਕਾਂ ਦੀਆਂ ਸਮੱਸਿਆਵਾਂ ਨੂੰ ਜੱਗ ਜ਼ਾਹਿਰ ਕਰਨਾ ਪੱਤਰਕਾਰਾਂ ਦੀ ਅਹਿਮ ਡਿਊਟੀ ਹੈ। ਇਹ ਤਾਂ ਹੀ ਸੰਭਵ ਹੈ ਜੇ ਪੱਤਰਕਾਰ ਆਪਣੀ ਜ਼ਿੰਮੇਵਾਰੀ ਨੂੰ ਪਛਾਨਣ। ਡਿਸਟ੍ਰਿਕਟ ਕਨਾਲੀਸਟ ਯੂਨੀਅਨ ਦੇ ਪ੍ਰਧਾਨ ਬਲਵਿੰਦਰ ਸਿੰਘ ਜੰਮੂ ਨੇ ਕਿਹਾ ਕਿ ਨਿਰਪੱਖ ਪੱਤਰਕਾਰਤਾ ਬਹੁਤ ਵੱਡੀ ਚੁਣੌਤੀ ਬਣ ਗਈ ਹੈ।: [192, 828, 344, 957]
- column-rule: [512, 76, 513, 1570]
- fire-night-photo: [696, 152, 808, 346]
- lakshmi-col-1: ਅੰਬਾਲਾ, 3 ਮਈ (ਪੈਗਾਮ-ਏ-ਜਗਤ) ਅੰਬਾਲਾ ਸ਼ਹਿਰ ਦੇ ਲਕਸ਼ਮੀ ਨਗਰ ਵਿੱਚ ਗਿਆਨ ਚੰਦ ਦੇ ਘਰ (41-42) ਨੂੰ ਭਿਆਨਕ ਅੱਗ ਲੱਗ ਗਈ। ਪਰਿਵਾਰ ਘਟਨਾ ਦੇ ਸਮੇਂ ਬਾਹਰ ਗਿਆ ਹੋਇਆ ਸੀ ਅਤੇ ਘਰ ਬੰਦ ਸੀ। ਘਰ ਵਿੱਚੋਂ ਧੂੰਆਂ ਨਿਕਲਦਾ ਦੇਖ ਕੇ ਆਸ-ਪਾਸ ਦੇ ਲੋਕਾਂ ਨੇ ਡਾਇਲ 112 'ਤੇ ਸੂਚਨਾ ਦਿੱਤੀ। ਇਸ ਤੋਂ ਬਾਅਦ ਪੁਲੀਸ ਮੌਕੇ 'ਤੇ ਪਹੁੰਚੀ ਅਤੇ ਫਾਇਰ ਬ੍ਰਿਗੇਡ ਨੂੰ ਸੂਚਿਤ ਕੀਤਾ। ਪੁਲੀਸ ਨੇ ਲੋਕਾਂ ਦੀ ਮਦਦ ਨਾਲ ਘਰ ਦਾ ਗੇਟ ਖੋਲ੍ਹਿਆ ਅਤੇ ਕਮਰਿਆਂ ਦੇ ਦਰਵਾਜ਼ੇ ਤੋੜ ਕੇ ਅੱਗ ਉੱਤੇ ਕਾਬੂ ਪਾਉਣ ਦੀ ਕੋਸ਼ਿਸ਼ ਕੀਤੀ। ਘਰ ਦੇ ਅੰਦਰ ਰੱਖੇ ਗੈਸ ਸਿਲੰਡਰ ਨੂੰ ਸੁਰੱਖਿਅਤ ਬਾਹਰ ਕੱਢਿਆ ਗਿਆ, ਜਿਸ ਨਾਲ ਵੱਡਾ ਹਾਦਸਾ ਟਲ ਗਿਆ। ਫਾਇਰ ਬ੍ਰਿਗੇਡ ਦੀ ਗੱਡੀ ਨੇ ਮੌਕੇ 'ਤੇ ਪਹੁੰਚ ਕੇ ਅੱਗ 'ਤੇ ਕਾਬੂ ਪਾਇਆ।: [518, 716, 636, 877]
